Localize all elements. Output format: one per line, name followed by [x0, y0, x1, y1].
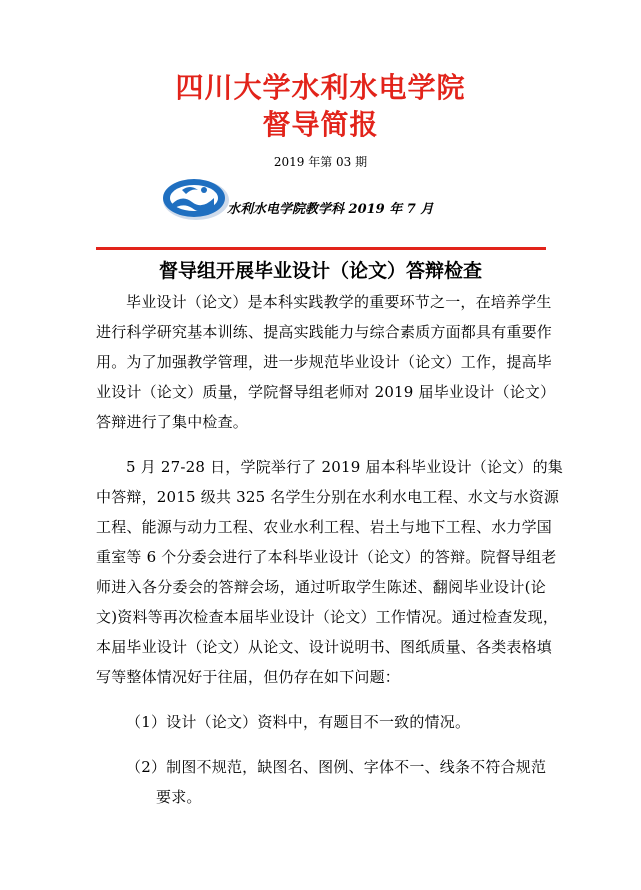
- problem-item: （1）设计（论文）资料中，有题目不一致的情况。: [126, 713, 471, 731]
- body-line: 写等整体情况好于往届，但仍存在如下问题：: [96, 668, 401, 686]
- article-title: 督导组开展毕业设计（论文）答辩检查: [158, 260, 482, 282]
- body-line: 师进入各分委会的答辩会场，通过听取学生陈述、翻阅毕业设计(论: [96, 578, 546, 596]
- body-line: 中答辩，2015 级共 325 名学生分别在水利水电工程、水文与水资源: [96, 488, 560, 506]
- problem-item: （2）制图不规范，缺图名、图例、字体不一、线条不符合规范: [126, 758, 547, 776]
- department-date: 水利水电学院教学科 2019 年 7 月: [227, 202, 434, 217]
- issue-number: 2019 年第 03 期: [273, 155, 368, 169]
- body-line: 用。为了加强教学管理，进一步规范毕业设计（论文）工作，提高毕: [96, 353, 553, 371]
- body-line: 工程、能源与动力工程、农业水利工程、岩土与地下工程、水力学国: [96, 518, 553, 536]
- body-line: 文)资料等再次检查本届毕业设计（论文）工作情况。通过检查发现，: [96, 608, 559, 626]
- body-line: 业设计（论文）质量，学院督导组老师对 2019 届毕业设计（论文）: [96, 383, 556, 401]
- red-divider: [96, 247, 546, 250]
- body-line: 重室等 6 个分委会进行了本科毕业设计（论文）的答辩。院督导组老: [96, 548, 557, 566]
- body-line: 答辩进行了集中检查。: [96, 413, 249, 431]
- body-line: 进行科学研究基本训练、提高实践能力与综合素质方面都具有重要作: [96, 323, 553, 341]
- body-line: 本届毕业设计（论文）从论文、设计说明书、图纸质量、各类表格填: [96, 638, 553, 656]
- problem-item-continued: 要求。: [156, 788, 202, 806]
- body-line: 毕业设计（论文）是本科实践教学的重要环节之一，在培养学生: [126, 293, 552, 311]
- bulletin-title: 督导简报: [262, 108, 379, 141]
- org-title: 四川大学水利水电学院: [175, 71, 466, 104]
- school-logo-icon: [158, 176, 230, 222]
- body-line: 5 月 27-28 日，学院举行了 2019 届本科毕业设计（论文）的集: [126, 458, 564, 476]
